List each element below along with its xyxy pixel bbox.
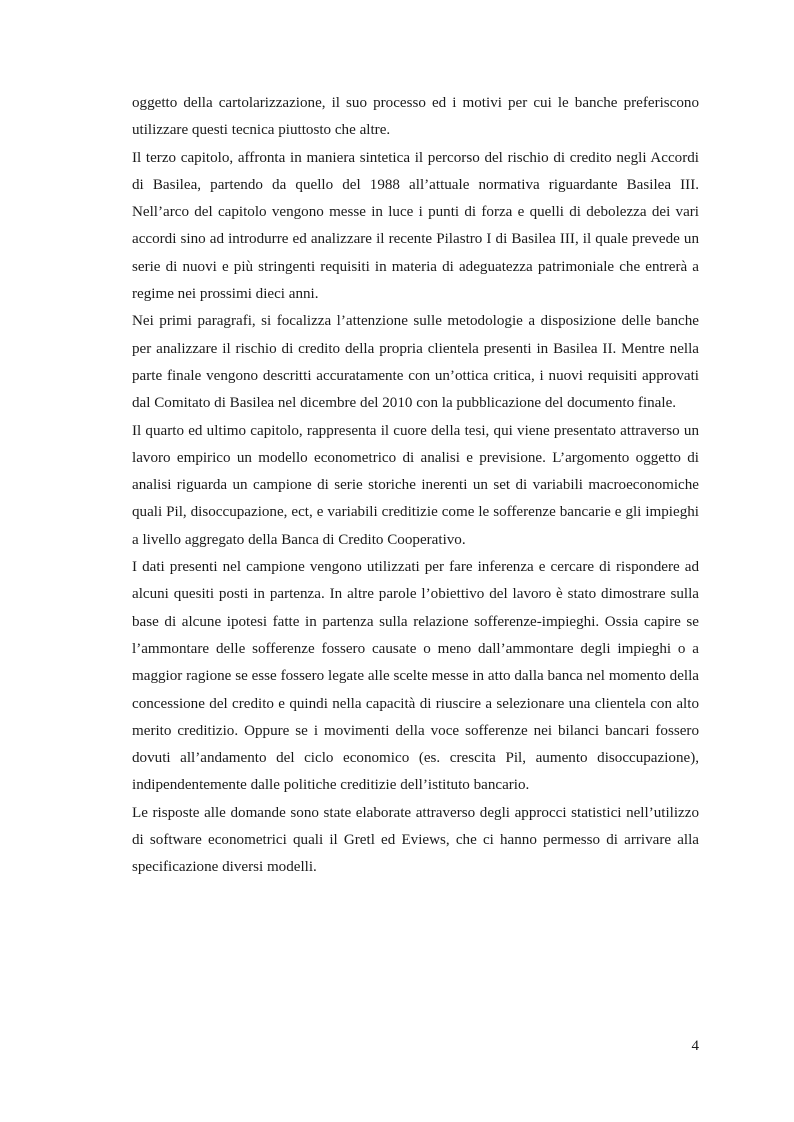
- paragraph-third-chapter: Il terzo capitolo, affronta in maniera sintetica il percorso del rischio di credito negli Accordi di Basilea, partendo da quello del 1988 all’attuale normativa riguardante Basilea III. Nell’arco del capitolo vengono messe in luce i punti di forza e quelli di debolezza dei vari accordi sino ad introdurre ed analizzare il recente Pilastro I di Basilea III, il quale prevede un serie di nuovi e più stringenti requisiti in materia di adeguatezza patrimoniale che entrerà a regime nei prossimi dieci anni.: [132, 149, 699, 303]
- paragraph-first-sections: Nei primi paragrafi, si focalizza l’attenzione sulle metodologie a disposizione delle banche per analizzare il rischio di credito della propria clientela presenti in Basilea II. Mentre nella parte finale vengono descritti accuratamente con un’ottica critica, i nuovi requisiti approvati dal Comitato di Basilea nel dicembre del 2010 con la pubblicazione del documento finale.: [132, 313, 699, 412]
- paragraph-answers: Le risposte alle domande sono state elaborate attraverso degli approcci statistici nell’utilizzo di software econometrici quali il Gretl ed Eviews, che ci hanno permesso di arrivare alla specificazione diversi modelli.: [132, 804, 699, 876]
- page-number: 4: [691, 1038, 699, 1054]
- body-text: [132, 90, 699, 882]
- paragraph-cartolarizzazione-end: oggetto della cartolarizzazione, il suo processo ed i motivi per cui le banche preferiscono utilizzare questi tecnica piuttosto che altre.: [132, 95, 699, 139]
- paragraph-sample-data: I dati presenti nel campione vengono utilizzati per fare inferenza e cercare di rispondere ad alcuni quesiti posti in partenza. In altre parole l’obiettivo del lavoro è stato dimostrare sulla base di alcune ipotesi fatte in partenza sulla relazione sofferenze-impieghi. Ossia capire se l’ammontare delle sofferenze fossero causate o meno dall’ammontare degli impieghi o a maggior ragione se esse fossero legate alle scelte messe in atto dalla banca nel momento della concessione del credito e quindi nella capacità di riuscire a selezionare una clientela con alto merito creditizio. Oppure se i movimenti della voce sofferenze nei bilanci bancari fossero dovuti all’andamento del ciclo economico (es. crescita Pil, aumento disoccupazione), indipendentemente dalle politiche creditizie dell’istituto bancario.: [132, 559, 699, 794]
- paragraph-fourth-chapter: Il quarto ed ultimo capitolo, rappresenta il cuore della tesi, qui viene presentato attraverso un lavoro empirico un modello econometrico di analisi e previsione. L’argomento oggetto di analisi riguarda un campione di serie storiche inerenti un set di variabili macroeconomiche quali Pil, disoccupazione, ect, e variabili creditizie come le sofferenze bancarie e gli impieghi a livello aggregato della Banca di Credito Cooperativo.: [132, 422, 699, 548]
